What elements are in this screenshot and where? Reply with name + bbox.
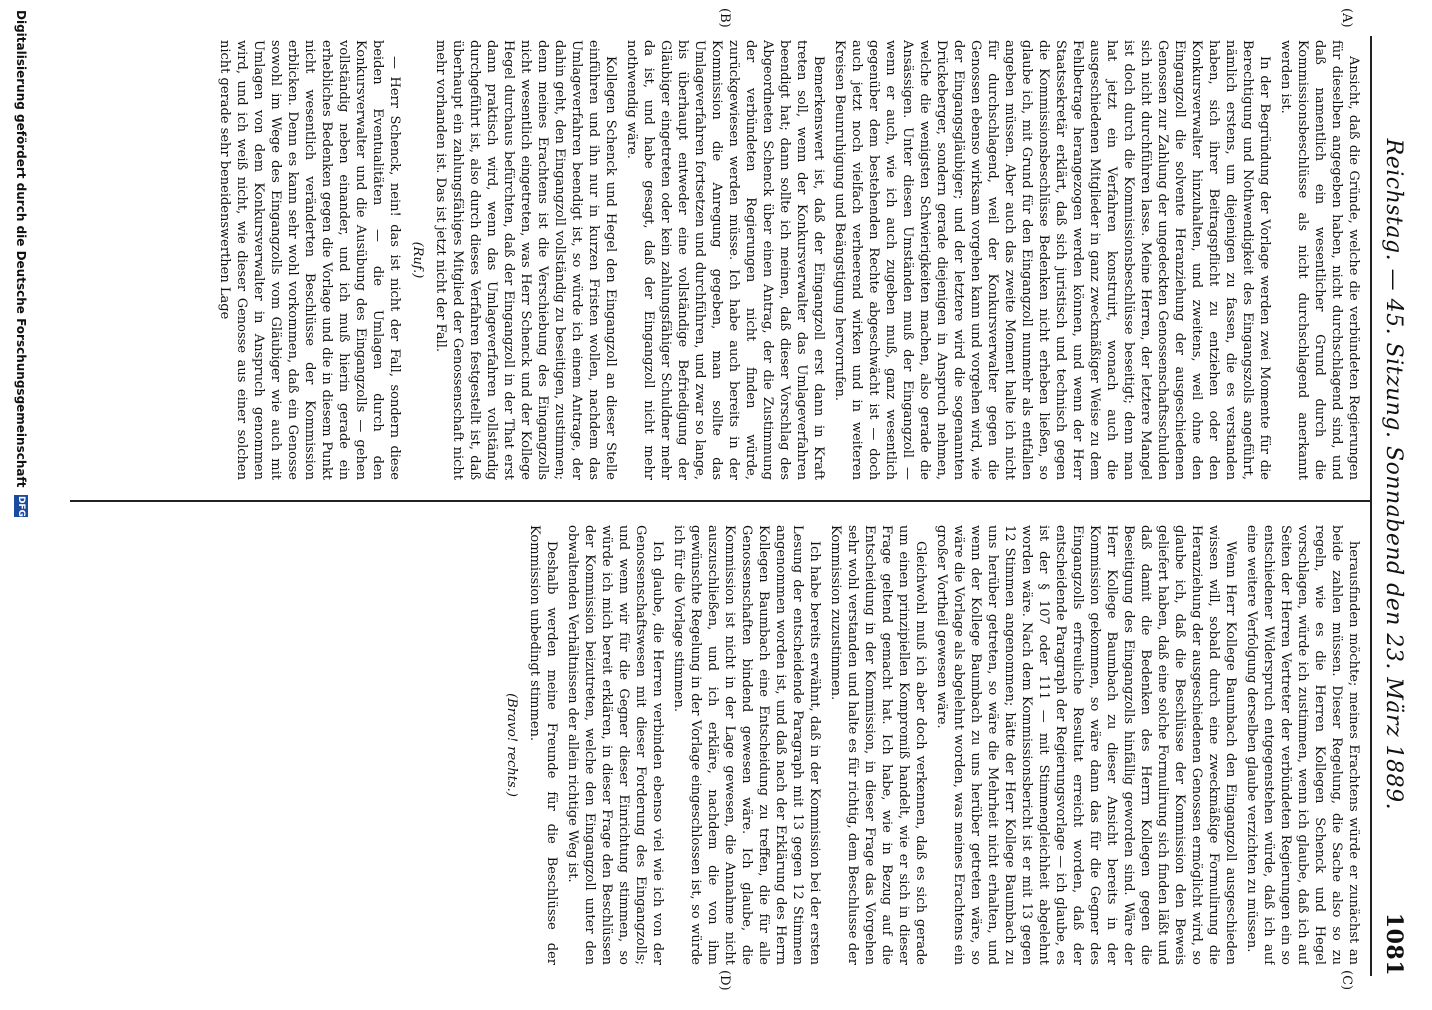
dfg-logo-icon: DFG	[16, 495, 26, 517]
paragraph: In der Begründung der Vorlage werden zwei Momente für die Berechtigung und Nothwendigkeit des Eingangszolls angeführt, nämlich erstens, um diejenigen zu fassen, die es verstanden haben, sich ihrer Beitragspflicht zu entziehen oder den Konkursverwalter hinzuhalten, und zweitens, weil ohne den Eingangzoll die solvente Heranziehung der ausgeschiedenen Genossen zur Zahlung der ungedeckten Genossenschaftsschulden sich nicht durchführen lasse. Meine Herren, der letztere Mangel ist doch durch die Kommissionsbeschlüsse beseitigt; denn man hat jetzt ein Verfahren konstruirt, wonach auch die ausgeschiedenen Mitglieder in ganz zweckmäßiger Weise zu dem Fehlbetrage herangezogen werden können, und wenn der Herr Staatssekretär erklärt, daß sich juristisch und technisch gegen die Kommissionsbeschlüsse Bedenken nicht erheben ließen, so glaube ich, mit Grund für den Eingangzoll nunmehr als entfallen angeben müssen. Aber auch das zweite Moment halte ich nicht für durchschlagend, weil der Konkursverwalter gegen die Genossen ebenso wirksam vorgehen kann und vorgehen wird, wie der Eingangsgläubiger; und der letztere wird die sogenannten Drückeberger, sondern gerade diejenigen in Anspruch nehmen, welche die wenigsten Schwierigkeiten machen, also gerade die Ansässigen. Unter diesen Umständen muß der Eingangzoll — wenn er auch, wie ich auch zugeben muß, ganz wesentlich gegenüber dem bestehenden Rechte abgeschwächt ist — doch auch jetzt noch vielfach verheerend wirken und in weiteren Kreisen Beunruhigung und Beängstigung hervorrufen.	[832, 40, 1272, 480]
digitization-footer	[6, 0, 36, 1010]
page-header	[1374, 36, 1414, 976]
interjection: (Bravo! rechts.)	[504, 693, 519, 797]
paragraph: Gleichwohl muß ich aber doch verkennen, daß es sich gerade um einen prinzipiellen Kompromiß handelt, wie er sich in dieser Frage geltend gemacht hat. Ich habe, wie in Bezug auf die Entscheidung in der Kommission, in dieser Frage das Vorgehen sehr wohl verstanden und halte es für richtig, dem Beschlusse der Kommission zuzustimmen.	[828, 525, 928, 965]
paragraph: Kollegen Schenck und Hegel den Eingangzoll an dieser Stelle einführen und ihn nur in kurzen Fristen wollen, nachdem das Umlageverfahren beendigt ist, so würde ich einem Antrage, der dahin geht, den Eingangzoll vollständig zu beseitigen, zustimmen; denn meines Erachtens ist die Verschiebung des Eingangzolls nicht wesentlich eingetreten, was Herr Schenck und der Kollege Hegel durchaus befürchten, daß der Eingangzoll in der That erst dann praktisch wird, wenn das Umlageverfahren vollständig durchgeführt ist, also durch dieses Verfahren festgestellt ist, daß überhaupt ein zahlungsfähiges Mitglied der Genossenschaft nicht mehr vorhanden ist. Das ist jetzt nicht der Fall.	[433, 40, 618, 480]
interjection: (Ruf.)	[410, 241, 425, 279]
margin-marker-b: (B)	[717, 8, 732, 28]
margin-marker-d: (D)	[717, 970, 732, 991]
paragraph: Ansicht, daß die Gründe, welche die verbündeten Regierungen für dieselben angegeben haben, nicht durchschlagend sind, und daß namentlich ein wesentlicher Grund durch die Kommissionsbeschlüsse als nicht durchschlagend anerkannt werden ist.	[1278, 40, 1361, 480]
margin-marker-a: (A)	[1339, 8, 1354, 28]
left-column	[82, 40, 1362, 480]
page-number: 1081	[1381, 912, 1407, 976]
column-divider	[70, 500, 1370, 502]
margin-marker-c: (C)	[1339, 970, 1354, 991]
header-rule	[1370, 36, 1372, 976]
paragraph: Ich habe bereits erwähnt, daß in der Kommission bei der ersten Lesung der entscheidende Paragraph mit 13 gegen 12 Stimmen angenommen worden ist, und daß nach der Erklärung des Herrn Kollegen Baumbach eine Entscheidung zu treffen, die für alle Genossenschaften bindend gewesen wäre. Ich glaube, die Kommission ist nicht in der Lage gewesen, die Annahme nicht auszuschließen, und ich erkläre, nachdem die von ihm gewünschte Regelung in der Vorlage eingeschlossen ist, so würde ich für die Vorlage stimmen.	[671, 525, 822, 965]
paragraph: Bemerkenswert ist, daß der Eingangzoll erst dann in Kraft treten soll, wenn der Konkursverwalter das Umlageverfahren beendigt hat; dann sollte ich meinen, daß dieser Vorschlag des Abgeordneten Schenck über einen Antrag, der die Zustimmung der verbündeten Regierungen nicht finden würde, zurückgewiesen werden müsse. Ich habe auch bereits in der Kommission die Anregung gegeben, man sollte das Umlageverfahren fortsetzen und durchführen, und zwar so lange, bis überhaupt entweder eine vollständige Befriedigung der Gläubiger eingetreten oder kein zahlungsfähiger Schuldner mehr da ist, und habe gesagt, daß der Eingangzoll nicht mehr nothwendig wäre.	[624, 40, 826, 480]
page-title: Reichstag. — 45. Sitzung. Sonnabend den 23. März 1889.	[1381, 138, 1407, 811]
paragraph: herausfinden möchte; meines Erachtens würde er zunächst an beide zahlen müssen. Dieser Regelung, die Sache also so zu regeln, wie es die Herren Kollegen Schenck und Hegel vorschlagen, würde ich zustimmen, wenn ich glaube, daß ich auf Seiten der Herren Vertreter der verbündeten Regierungen ein so entschiedener Widerspruch entgegenstehen würde, daß ich auf eine weitere Verfolgung derselben glaube verzichten zu müssen.	[1244, 525, 1361, 965]
paragraph: Ich glaube, die Herren verbinden ebenso viel wie ich von der Genossenschaftswesen mit dieser Forderung des Eingangzolls; und wenn wir für die Gegner dieser Einrichtung stimmen, so würde ich mich bereit erklären, in dieser Frage den Beschlüssen der Kommission beizutreten, welche den Eingangzoll unter den obwaltenden Verhältnissen der allein richtige Weg ist.	[565, 525, 665, 965]
paragraph: Wenn Herr Kollege Baumbach den Eingangzoll ausgeschieden wissen will, sobald durch eine zweckmäßige Formulirung die Heranziehung der ausgeschiedenen Genossen ermöglicht wird, so glaube ich, daß die Beschlüsse der Kommission den Beweis geliefert haben, daß eine solche Formulirung sich finden läßt und daß damit die Bedenken des Herrn Kollegen gegen die Beseitigung des Eingangzolls hinfällig geworden sind. Wäre der Herr Kollege Baumbach zu dieser Ansicht bereits in der Kommission gekommen, so wäre dann das für die Gegner des Eingangzolls erfreuliche Resultat erreicht worden, daß der entscheidende Paragraph der Regierungsvorlage — ich glaube, es ist der § 107 oder 111 — mit Stimmengleichheit abgelehnt worden wäre. Nach dem Kommissionsbericht ist er mit 13 gegen 12 Stimmen angenommen; hätte der Herr Kollege Baumbach zu uns herüber getreten, so wäre die Mehrheit nicht erhalten, und wenn der Kollege Baumbach zu uns herüber getreten wäre, so wäre die Vorlage als abgelehnt worden, was meines Erachtens ein großer Vortheil gewesen wäre.	[934, 525, 1238, 965]
footer-text: Digitalisierung gefördert durch die Deutsche Forschungsgemeinschaft	[14, 10, 28, 488]
paragraph: Deshalb werden meine Freunde für die Beschlüsse der Kommission unbedingt stimmen.	[527, 525, 559, 965]
paragraph: — Herr Schenck, nein! das ist nicht der Fall, sondern diese beiden Eventualitäten — die Umlagen durch den Konkursverwalter und die Ausübung des Eingangzolls — gehen vollständig neben einander, und ich muß hierin gerade ein erhebliches Bedenken gegen die Vorlage und die in diesem Punkt nicht wesentlich veränderten Beschlüsse der Kommission erblicken. Denn es kann sehr wohl vorkommen, daß ein Genosse sowohl im Wege des Eingangzolls vom Gläubiger wie auch mit Umlagen von dem Konkursverwalter in Anspruch genommen wird, und ich weiß nicht, wie dieser Genosse aus einer solchen nicht gerade sehr beneidenswerthen Lage	[217, 40, 402, 480]
right-column	[82, 525, 1362, 965]
